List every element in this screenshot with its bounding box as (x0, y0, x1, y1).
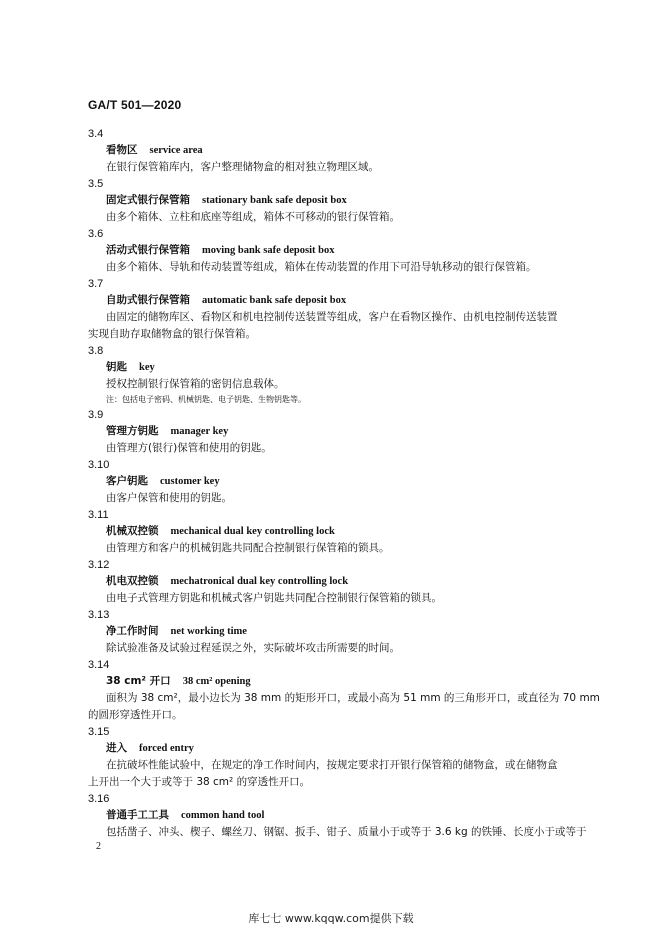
term-entry-3-13 (88, 607, 588, 657)
entry-definition: 由客户保管和使用的钥匙。 (106, 492, 232, 504)
term-zh: 净工作时间 (106, 625, 159, 637)
entry-term (106, 242, 588, 259)
entry-number: 3.13 (88, 609, 110, 621)
entry-term (106, 292, 588, 309)
entry-term (106, 573, 588, 590)
entry-number: 3.9 (88, 409, 104, 421)
term-en: moving bank safe deposit box (202, 245, 335, 256)
term-zh: 管理方钥匙 (106, 425, 159, 437)
term-zh: 活动式银行保管箱 (106, 244, 190, 256)
term-zh: 钥匙 (106, 361, 127, 373)
term-entries (88, 126, 600, 841)
term-entry-3-16 (88, 791, 588, 841)
term-en: common hand tool (181, 810, 265, 821)
term-en: net working time (170, 626, 247, 637)
entry-term (106, 192, 588, 209)
entry-definition-line1: 面积为 38 cm²，最小边长为 38 mm 的矩形开口，或最小高为 51 mm 的三角形开口，或直径为 70 mm (106, 692, 600, 704)
term-entry-3-5 (88, 176, 588, 226)
entry-number: 3.15 (88, 726, 110, 738)
entry-definition: 授权控制银行保管箱的密钥信息载体。 (106, 378, 285, 390)
entry-definition-line2: 的圆形穿透性开口。 (88, 709, 183, 721)
term-zh: 普通手工工具 (106, 809, 169, 821)
download-footer: 库七七 www.kqqw.com提供下载 (248, 912, 414, 925)
term-zh: 机电双控锁 (106, 575, 159, 587)
entry-definition: 包括凿子、冲头、楔子、螺丝刀、钢锯、扳手、钳子、质量小于或等于 3.6 kg 的铁锤、长度小于或等于 (106, 826, 587, 838)
entry-definition: 由多个箱体、导轨和传动装置等组成，箱体在传动装置的作用下可沿导轨移动的银行保管箱。 (106, 261, 537, 273)
term-en: stationary bank safe deposit box (202, 195, 347, 206)
entry-term (106, 740, 588, 757)
entry-number: 3.4 (88, 128, 104, 140)
term-zh: 机械双控锁 (106, 525, 159, 537)
term-entry-3-7 (88, 276, 588, 343)
entry-definition-line2: 实现自助存取储物盒的银行保管箱。 (88, 328, 256, 340)
entry-term (106, 423, 588, 440)
entry-definition: 除试验准备及试验过程延误之外，实际破坏攻击所需要的时间。 (106, 642, 400, 654)
entry-definition: 在银行保管箱库内，客户整理储物盒的相对独立物理区域。 (106, 161, 379, 173)
entry-number: 3.6 (88, 228, 104, 240)
term-zh: 自助式银行保管箱 (106, 294, 190, 306)
term-en: 38 cm² opening (182, 676, 251, 687)
entry-term (106, 673, 588, 690)
entry-term (106, 359, 588, 376)
term-zh: 看物区 (106, 144, 138, 156)
entry-number: 3.10 (88, 459, 110, 471)
term-zh: 固定式银行保管箱 (106, 194, 190, 206)
page-number: 2 (96, 841, 101, 852)
term-en: forced entry (139, 743, 194, 754)
entry-number: 3.14 (88, 659, 110, 671)
entry-definition: 由多个箱体、立柱和底座等组成，箱体不可移动的银行保管箱。 (106, 211, 400, 223)
term-en: manager key (170, 426, 229, 437)
entry-definition: 由管理方和客户的机械钥匙共同配合控制银行保管箱的锁具。 (106, 542, 390, 554)
entry-definition: 由管理方(银行)保管和使用的钥匙。 (106, 442, 272, 454)
entry-number: 3.7 (88, 278, 104, 290)
term-entry-3-15 (88, 724, 588, 791)
entry-number: 3.12 (88, 559, 110, 571)
entry-definition-line1: 由固定的储物库区、看物区和机电控制传送装置等组成，客户在看物区操作、由机电控制传送装置 (106, 311, 558, 323)
entry-term (106, 473, 588, 490)
entry-definition-line2: 上开出一个大于或等于 38 cm² 的穿透性开口。 (88, 776, 311, 788)
term-zh: 客户钥匙 (106, 475, 148, 487)
term-entry-3-11 (88, 507, 588, 557)
term-entry-3-9 (88, 407, 588, 457)
term-entry-3-10 (88, 457, 588, 507)
term-en: customer key (160, 476, 220, 487)
term-entry-3-8 (88, 343, 588, 407)
term-en: mechatronical dual key controlling lock (170, 576, 349, 587)
term-en: automatic bank safe deposit box (202, 295, 347, 306)
entry-term (106, 623, 588, 640)
term-entry-3-6 (88, 226, 588, 276)
entry-term (106, 523, 588, 540)
term-en: service area (149, 145, 203, 156)
entry-term (106, 142, 588, 159)
entry-number: 3.11 (88, 509, 109, 521)
term-zh: 进入 (106, 742, 127, 754)
term-entry-3-14 (88, 657, 600, 724)
term-en: key (139, 362, 155, 373)
term-zh: 38 cm² 开口 (106, 675, 171, 687)
entry-number: 3.8 (88, 345, 104, 357)
doc-code-header: GA/T 501—2020 (88, 98, 182, 112)
entry-number: 3.5 (88, 178, 104, 190)
entry-definition-line1: 在抗破坏性能试验中，在规定的净工作时间内，按规定要求打开银行保管箱的储物盒，或在储物盒 (106, 759, 558, 771)
entry-definition: 由电子式管理方钥匙和机械式客户钥匙共同配合控制银行保管箱的锁具。 (106, 592, 442, 604)
term-entry-3-12 (88, 557, 588, 607)
entry-number: 3.16 (88, 793, 110, 805)
entry-note: 注：包括电子密码、机械钥匙、电子钥匙、生物钥匙等。 (106, 395, 306, 404)
entry-term (106, 807, 588, 824)
term-en: mechanical dual key controlling lock (170, 526, 335, 537)
term-entry-3-4 (88, 126, 588, 176)
